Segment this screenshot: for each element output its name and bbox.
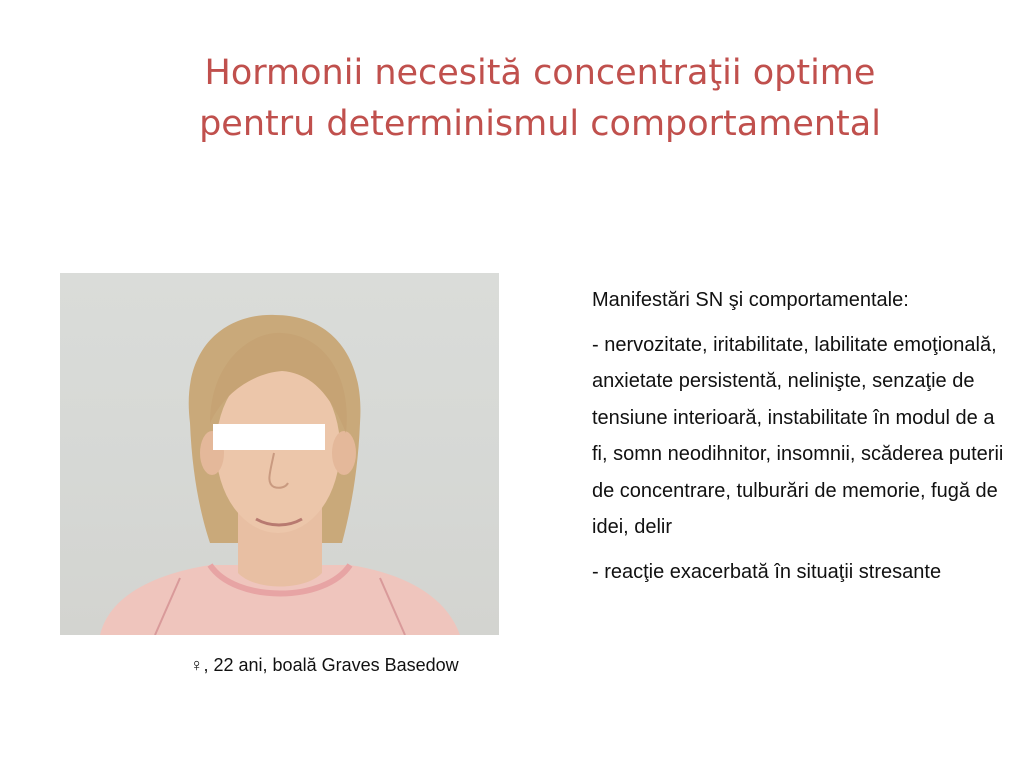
photo-caption: ♀, 22 ani, boală Graves Basedow [190, 655, 459, 675]
patient-photo [60, 273, 499, 635]
eye-censor-bar [213, 424, 325, 450]
symptoms-heading: Manifestări SN şi comportamentale: [592, 289, 909, 311]
slide-title [140, 48, 940, 150]
title-line-1: Hormonii necesită concentraţii optime [204, 53, 876, 93]
title-line-2: pentru determinismul comportamental [199, 104, 881, 144]
symptoms-text [592, 282, 1012, 598]
patient-portrait-illustration [60, 273, 499, 635]
symptoms-item-1: - nervozitate, iritabilitate, labilitate emoţională, anxietate persistentă, nelinişte, senzaţie de tensiune interioară, instabilitate în modul de a fi, somn neodihnitor, insomnii, scăderea puterii de concentrare, tulburări de memorie, fugă de idei, delir [592, 333, 1004, 538]
ear-right [332, 431, 356, 475]
symptoms-item-2: - reacţie exacerbată în situaţii stresante [592, 560, 942, 583]
